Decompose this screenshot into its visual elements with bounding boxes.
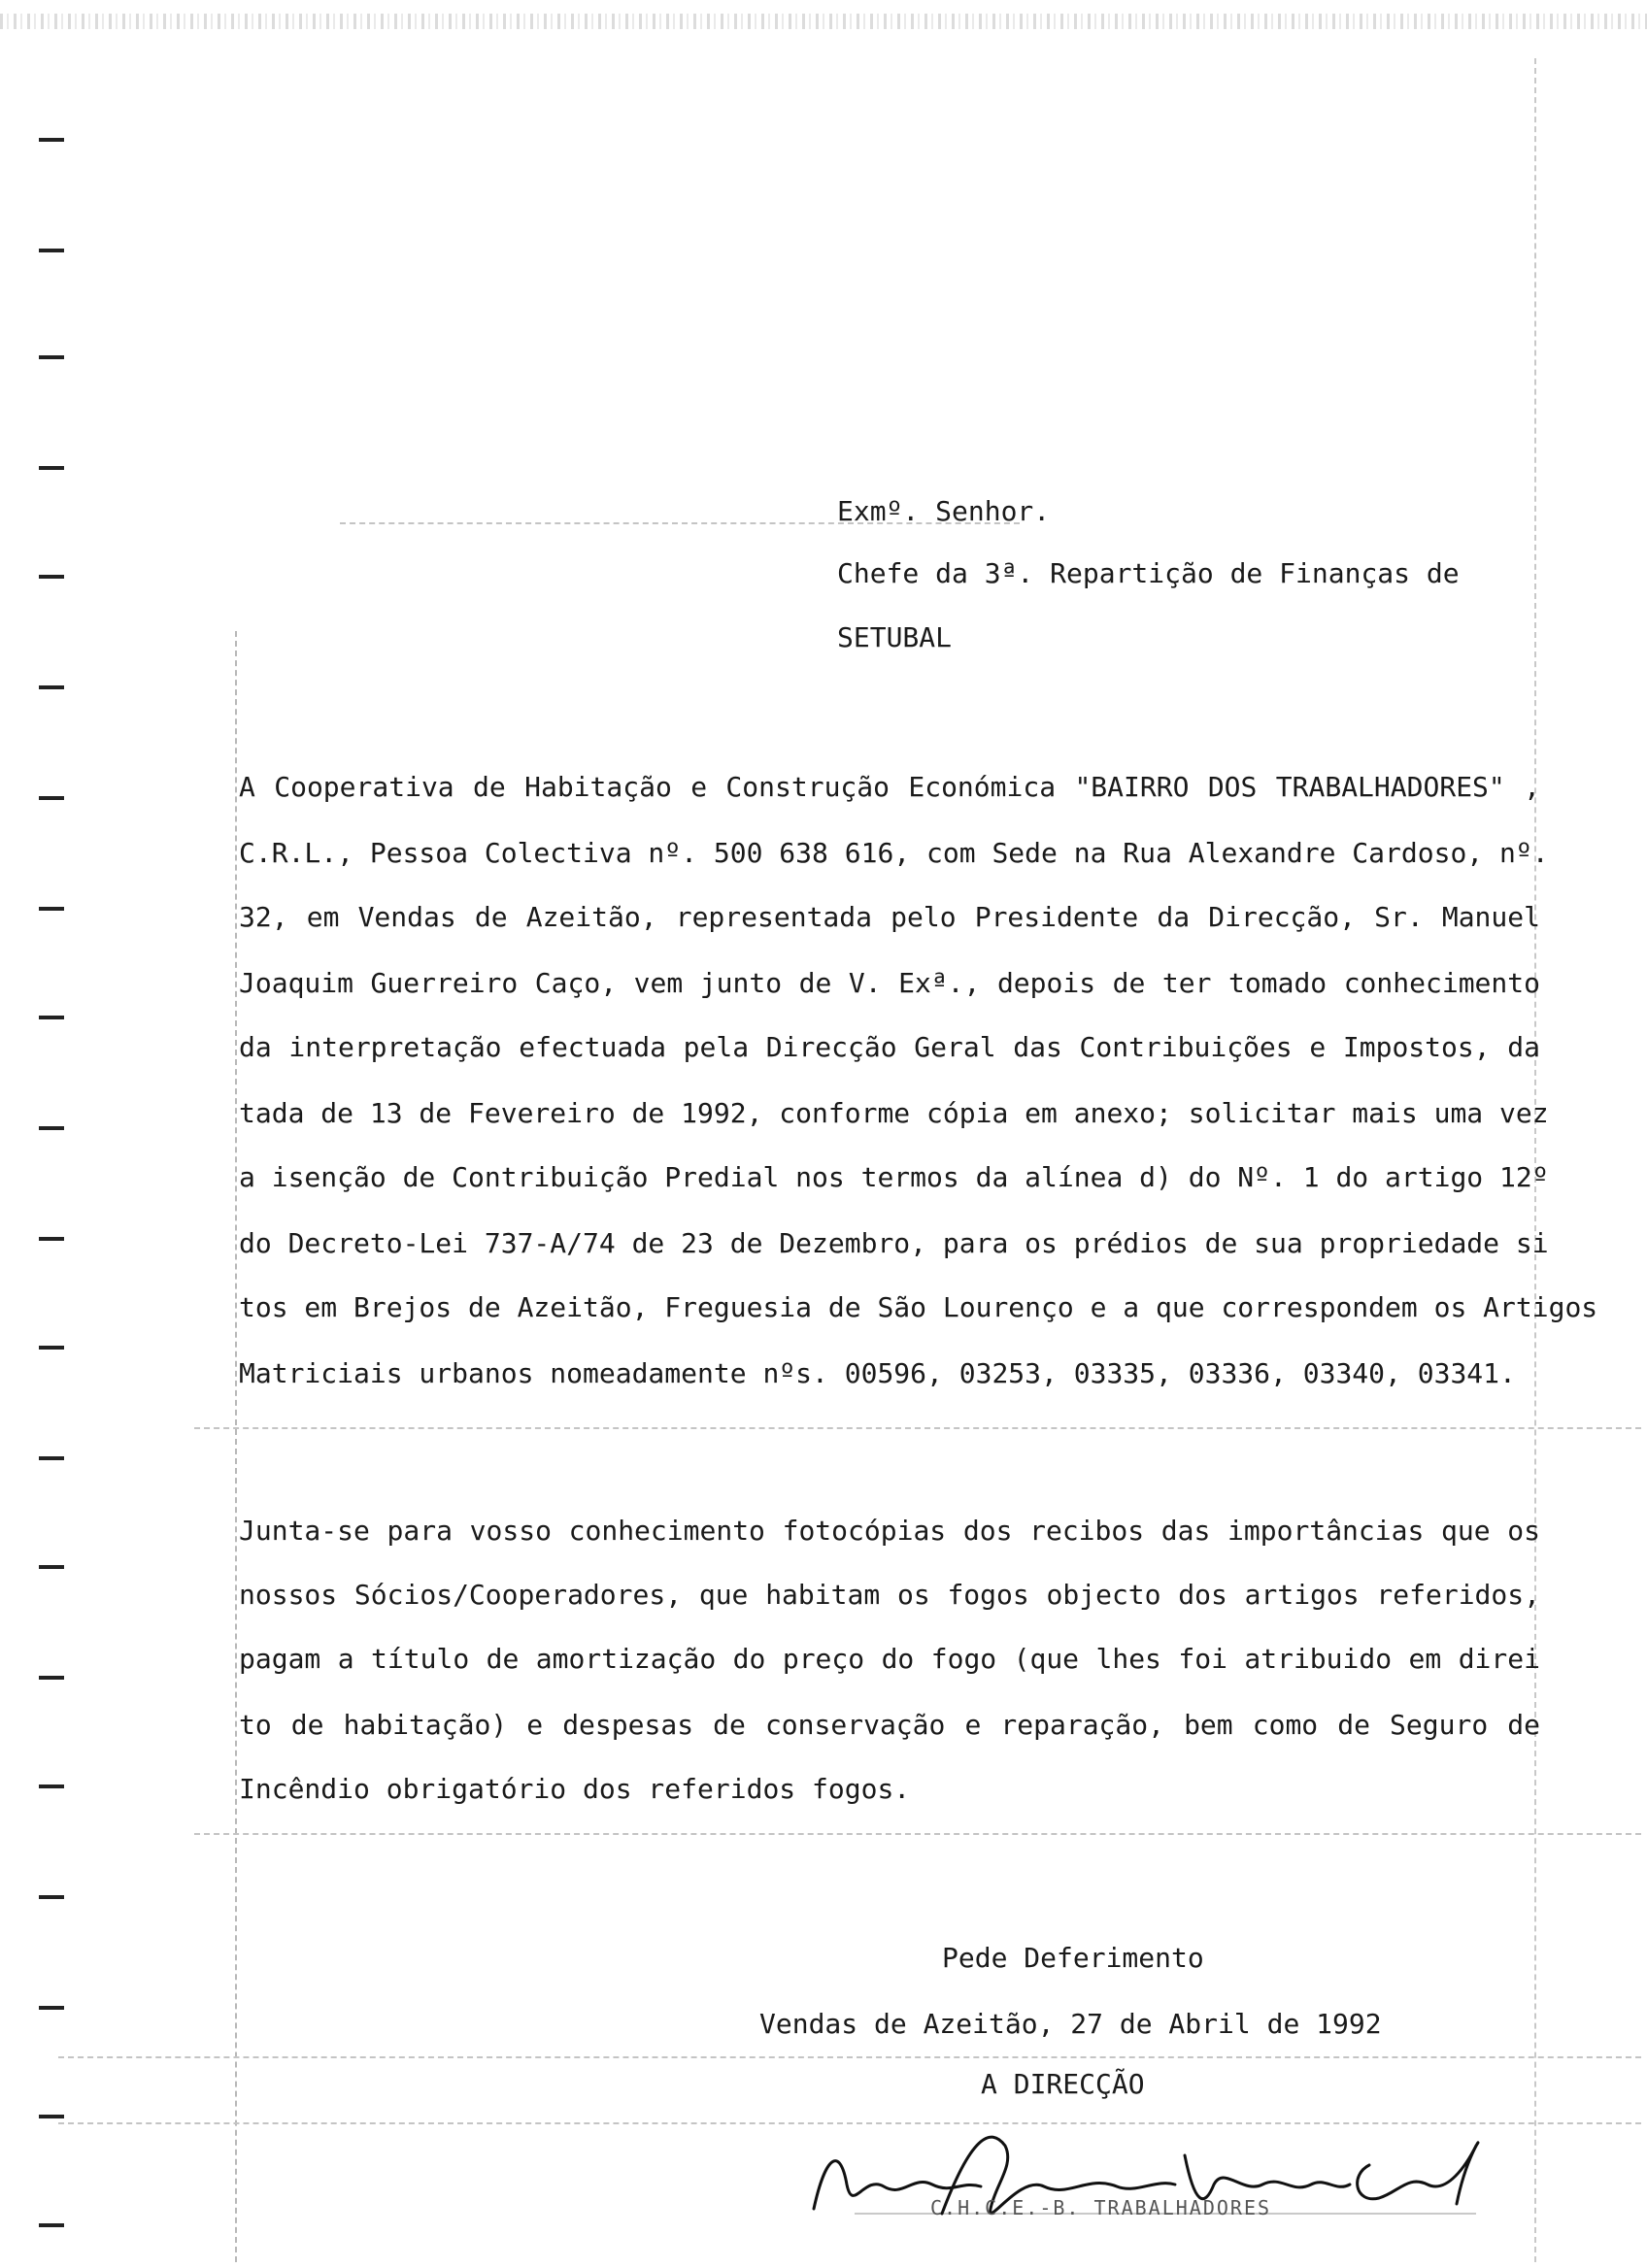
closing-request: Pede Deferimento [942, 1942, 1204, 1974]
margin-mark [39, 138, 64, 142]
paragraph-1-line: tada de 13 de Fevereiro de 1992, conforme cópia em anexo; solicitar mais uma vez [239, 1097, 1549, 1129]
paragraph-2-line: Junta-se para vosso conhecimento fotocópias dos recibos das importâncias que os [239, 1515, 1540, 1547]
scan-guide-horizontal [194, 1427, 1641, 1429]
margin-mark [39, 1016, 64, 1019]
margin-mark [39, 1126, 64, 1130]
paragraph-2-line: pagam a título de amortização do preço do fogo (que lhes foi atribuido em direi [239, 1643, 1540, 1675]
paragraph-1-line: a isenção de Contribuição Predial nos termos da alínea d) do Nº. 1 do artigo 12º [239, 1161, 1549, 1193]
margin-mark [39, 1784, 64, 1788]
paragraph-1-line: C.R.L., Pessoa Colectiva nº. 500 638 616, com Sede na Rua Alexandre Cardoso, nº. [239, 837, 1549, 869]
margin-mark [39, 466, 64, 470]
scan-guide-horizontal [194, 1833, 1641, 1835]
closing-place-date: Vendas de Azeitão, 27 de Abril de 1992 [759, 2008, 1382, 2040]
margin-mark [39, 907, 64, 911]
margin-mark [39, 1456, 64, 1460]
scan-guide-vertical [1534, 58, 1536, 2262]
addressee-location: SETUBAL [837, 621, 953, 653]
margin-mark [39, 796, 64, 800]
margin-mark [39, 575, 64, 579]
paragraph-2-line: nossos Sócios/Cooperadores, que habitam os fogos objecto dos artigos referidos, [239, 1579, 1540, 1611]
margin-mark [39, 2006, 64, 2010]
paragraph-1-line: tos em Brejos de Azeitão, Freguesia de São Lourenço e a que correspondem os Artigos [239, 1291, 1598, 1323]
paragraph-1-line: do Decreto-Lei 737-A/74 de 23 de Dezembro, para os prédios de sua propriedade si [239, 1227, 1549, 1259]
margin-mark [39, 249, 64, 252]
margin-mark [39, 685, 64, 689]
paragraph-1-line: Joaquim Guerreiro Caço, vem junto de V. Exª., depois de ter tomado conhecimento [239, 967, 1540, 999]
addressee-salutation: Exmº. Senhor. [837, 495, 1051, 527]
margin-mark [39, 355, 64, 359]
margin-mark [39, 2223, 64, 2227]
scan-guide-horizontal [58, 2056, 1641, 2058]
margin-mark [39, 1895, 64, 1899]
margin-mark [39, 1237, 64, 1241]
scan-guide-vertical [235, 631, 237, 2262]
margin-mark [39, 1565, 64, 1569]
closing-signatory: A DIRECÇÃO [981, 2068, 1145, 2100]
paragraph-1-line: Matriciais urbanos nomeadamente nºs. 00596, 03253, 03335, 03336, 03340, 03341. [239, 1357, 1516, 1389]
margin-mark [39, 1676, 64, 1680]
rubber-stamp: C.H.C.E.-B. TRABALHADORES [930, 2196, 1272, 2219]
margin-mark [39, 1346, 64, 1350]
scan-noise-strip [0, 14, 1647, 29]
paragraph-2-line: to de habitação) e despesas de conservação e reparação, bem como de Seguro de [239, 1709, 1540, 1741]
paragraph-1-line: A Cooperativa de Habitação e Construção Económica "BAIRRO DOS TRABALHADORES" , [239, 771, 1540, 803]
paragraph-1-line: 32, em Vendas de Azeitão, representada pelo Presidente da Direcção, Sr. Manuel [239, 901, 1540, 933]
margin-mark [39, 2115, 64, 2118]
paragraph-1-line: da interpretação efectuada pela Direcção Geral das Contribuições e Impostos, da [239, 1031, 1540, 1063]
addressee-title: Chefe da 3ª. Repartição de Finanças de [837, 557, 1460, 589]
paragraph-2-line: Incêndio obrigatório dos referidos fogos. [239, 1773, 911, 1805]
